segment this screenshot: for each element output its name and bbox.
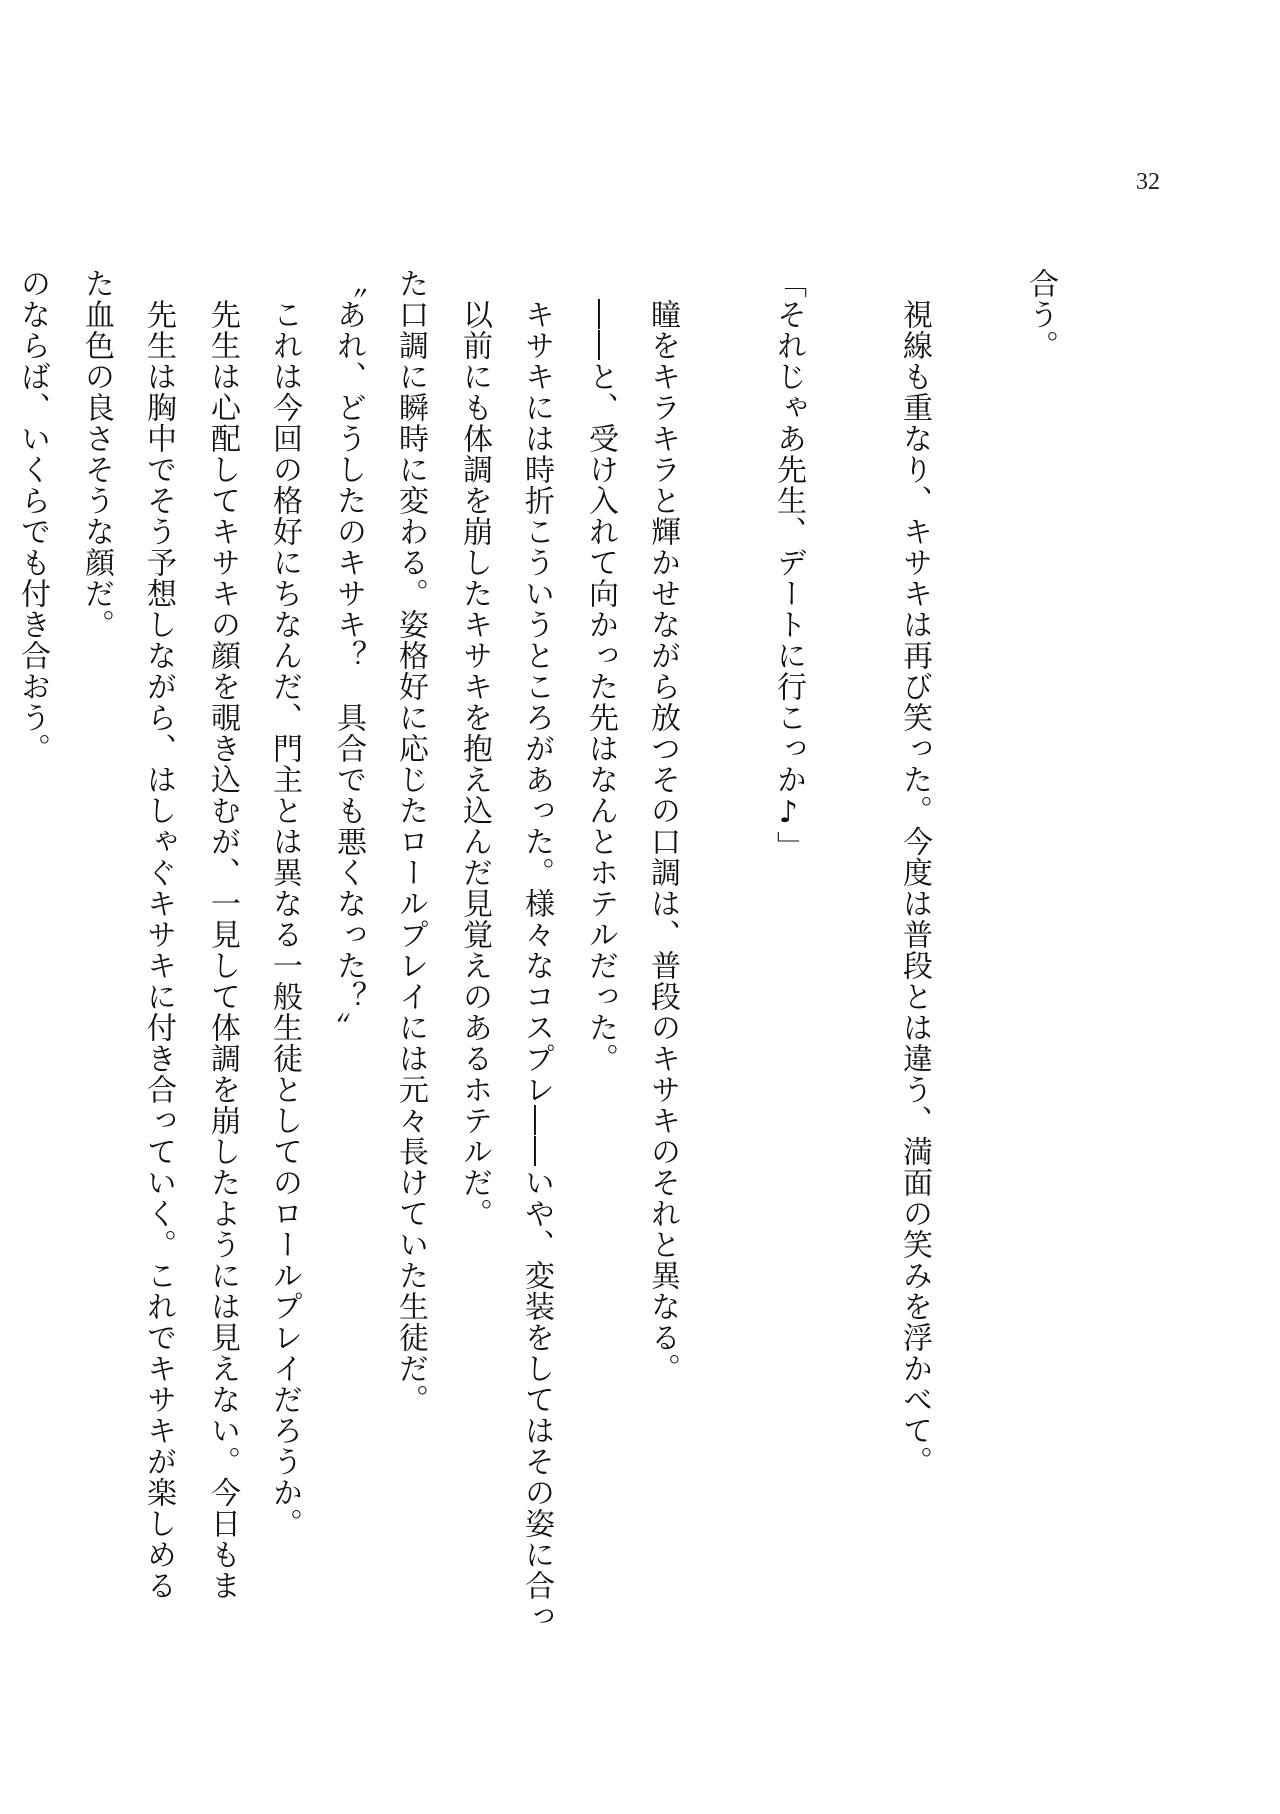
text-line: た血色の良さそうな顔だ。 xyxy=(79,268,114,640)
text-line: 〝あれ、どうしたのキサキ？ 具合でも悪くなった？〟 xyxy=(331,268,366,1043)
text-line: キサキには時折こういうところがあった。様々なコスプレ――いや、変装をしてはその姿に合っ xyxy=(519,268,554,1632)
text-line: た口調に瞬時に変わる。姿格好に応じたロールプレイには元々長けていた生徒だ。 xyxy=(393,268,428,1415)
text-line: 以前にも体調を崩したキサキを抱え込んだ見覚えのあるホテルだ。 xyxy=(457,268,492,1229)
text-block-bottom xyxy=(79,268,705,1668)
text-line: 「それじゃあ先生、デートに行こっか♪」 xyxy=(771,268,806,862)
text-line: 視線も重なり、キサキは再び笑った。今度は普段とは違う、満面の笑みを浮かべて。 xyxy=(897,268,932,1477)
text-line: 瞳をキラキラと輝かせながら放つその口調は、普段のキサキのそれと異なる。 xyxy=(645,268,680,1384)
text-line: ――と、受け入れて向かった先はなんとホテルだった。 xyxy=(583,268,618,1074)
text-line: 合う。 xyxy=(1023,268,1058,361)
page-number: 32 xyxy=(1136,169,1160,195)
text-line: のならば、いくらでも付き合おう。 xyxy=(15,268,50,764)
text-line: 先生は心配してキサキの顔を覗き込むが、一見して体調を崩したようには見えない。今日もま xyxy=(205,268,240,1601)
text-line: これは今回の格好にちなんだ、門主とは異なる一般生徒としてのロールプレイだろうか。 xyxy=(267,268,302,1539)
text-line: 先生は胸中でそう予想しながら、はしゃぐキサキに付き合っていく。これでキサキが楽しめる xyxy=(141,268,176,1601)
